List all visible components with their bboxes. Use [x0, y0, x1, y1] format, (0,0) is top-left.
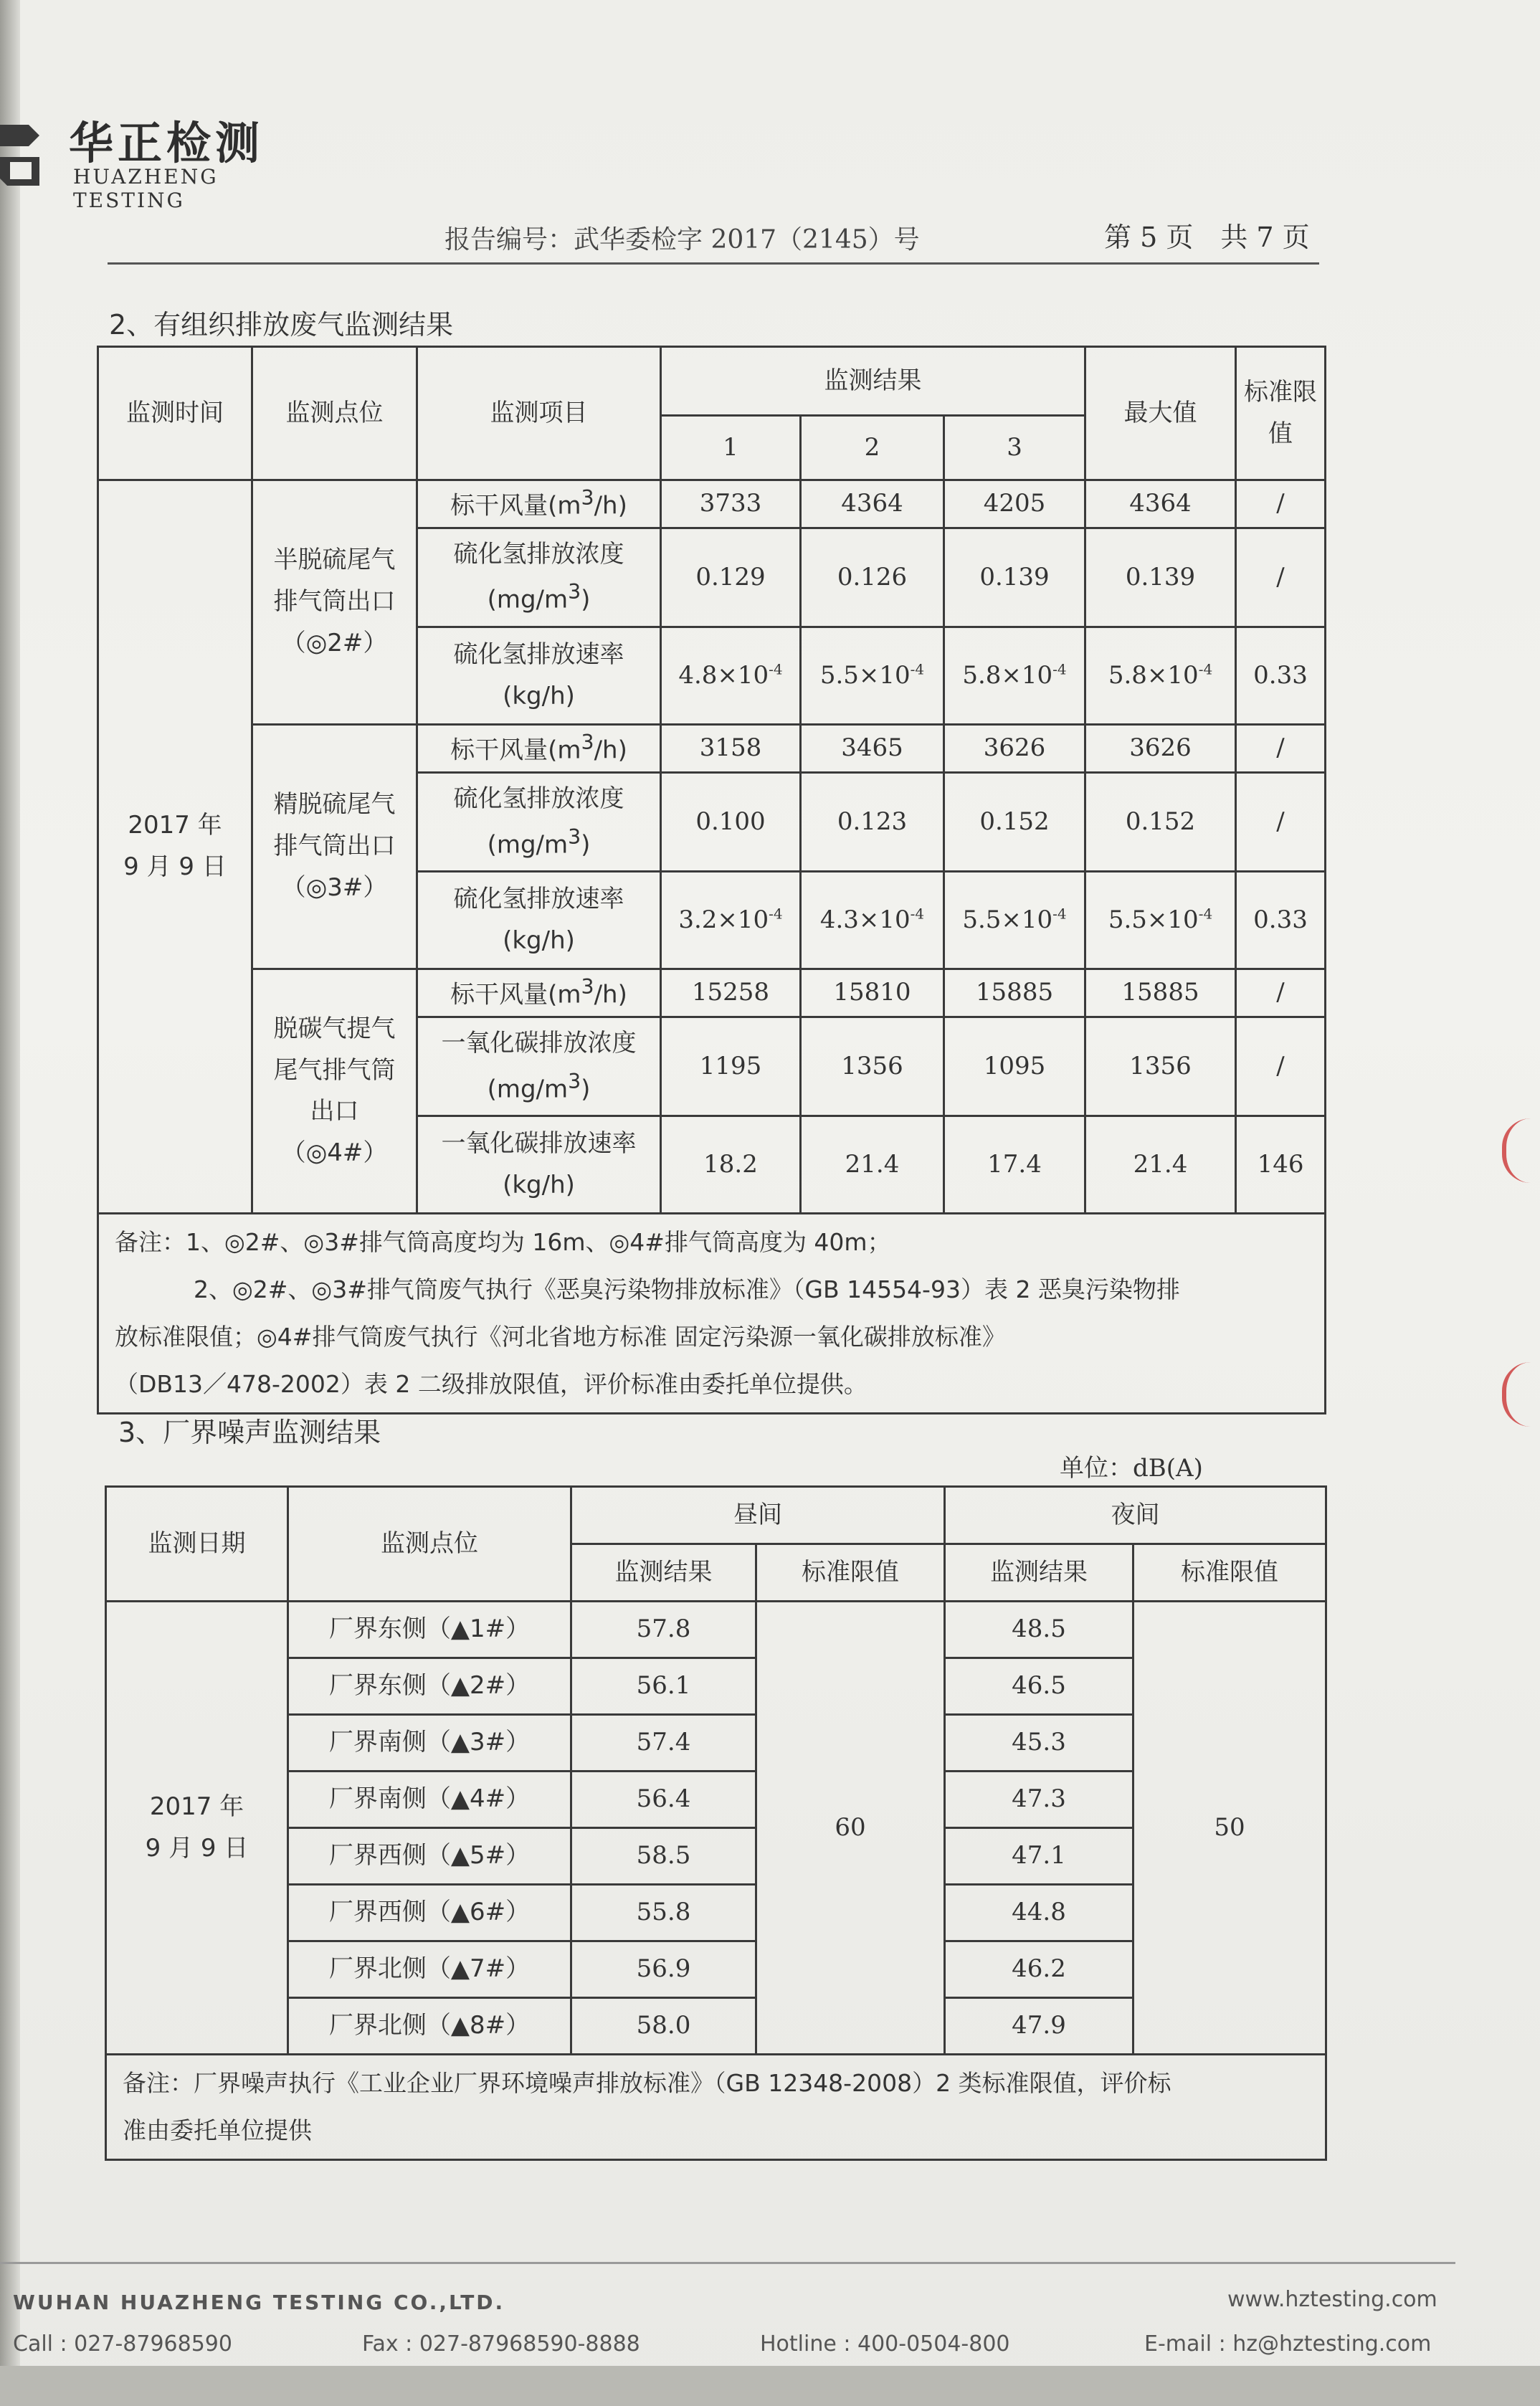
night-value: 46.2: [945, 1941, 1133, 1998]
day-value: 56.1: [571, 1658, 756, 1715]
table-row: [106, 1602, 1326, 1658]
night-value: 47.1: [945, 1828, 1133, 1885]
night-value: 44.8: [945, 1885, 1133, 1941]
col-header-limit: 标准限值: [1236, 347, 1326, 480]
col-header-point: 监测点位: [288, 1487, 571, 1602]
night-value: 48.5: [945, 1602, 1133, 1658]
footer-divider: [0, 2262, 1455, 2264]
value-run-2: $4.3\times 10^{-4}$: [801, 872, 944, 969]
col-header-run-2: 2: [801, 416, 944, 480]
table-row: [98, 969, 1326, 1017]
value-run-2: 0.123: [801, 773, 944, 872]
day-value: 57.4: [571, 1715, 756, 1772]
value-run-3: 0.139: [944, 528, 1085, 627]
item-airflow: 标干风量$(m^3/h)$: [417, 969, 661, 1017]
item-concentration: 硫化氢排放浓度 $(mg/m^3)$: [417, 773, 661, 872]
footer-email: E-mail : hz@hztesting.com: [1144, 2331, 1432, 2357]
value-run-2: 0.126: [801, 528, 944, 627]
day-limit-value: 60: [756, 1602, 945, 2055]
col-header-date: 监测日期: [106, 1487, 288, 1602]
col-header-day-result: 监测结果: [571, 1544, 756, 1602]
value-run-3: 0.152: [944, 773, 1085, 872]
value-limit: 0.33: [1236, 872, 1326, 969]
item-airflow: 标干风量$(m^3/h)$: [417, 725, 661, 773]
value-limit: /: [1236, 969, 1326, 1017]
value-limit: /: [1236, 773, 1326, 872]
value-max: $5.5\times 10^{-4}$: [1085, 872, 1236, 969]
item-airflow: 标干风量$(m^3/h)$: [417, 480, 661, 528]
logo-english-name: HUAZHENG TESTING: [73, 165, 219, 212]
page-edge: [0, 0, 20, 2406]
value-run-3: 1095: [944, 1017, 1085, 1116]
item-concentration: 一氧化碳排放浓度 $(mg/m^3)$: [417, 1017, 661, 1116]
monitoring-point: 精脱硫尾气 排气筒出口 （◎3#）: [252, 725, 417, 969]
col-header-point: 监测点位: [252, 347, 417, 480]
value-run-3: 3626: [944, 725, 1085, 773]
unit-label: 单位：dB(A): [1060, 1454, 1203, 1483]
red-stamp-mark-top: [1502, 1118, 1540, 1183]
monitoring-point: 脱碳气提气 尾气排气筒 出口 （◎4#）: [252, 969, 417, 1214]
value-limit: /: [1236, 1017, 1326, 1116]
footer-company-name: WUHAN HUAZHENG TESTING CO.,LTD.: [13, 2291, 505, 2314]
day-value: 55.8: [571, 1885, 756, 1941]
logo-chinese-name: 华正检测: [69, 117, 265, 169]
section-2-title: 2、有组织排放废气监测结果: [109, 309, 454, 341]
red-stamp-mark-bottom: [1502, 1362, 1540, 1427]
value-run-3: 17.4: [944, 1116, 1085, 1214]
night-value: 47.3: [945, 1772, 1133, 1828]
value-run-2: $5.5\times 10^{-4}$: [801, 627, 944, 725]
night-value: 47.9: [945, 1998, 1133, 2055]
noise-point: 厂界西侧（▲5#）: [288, 1828, 571, 1885]
noise-point: 厂界东侧（▲2#）: [288, 1658, 571, 1715]
day-value: 56.4: [571, 1772, 756, 1828]
table-row: [98, 725, 1326, 773]
value-run-3: 4205: [944, 480, 1085, 528]
footer-fax: Fax : 027-87968590-8888: [362, 2331, 640, 2357]
item-concentration: 硫化氢排放浓度 $(mg/m^3)$: [417, 528, 661, 627]
day-value: 57.8: [571, 1602, 756, 1658]
noise-point: 厂界西侧（▲6#）: [288, 1885, 571, 1941]
value-run-1: 1195: [661, 1017, 801, 1116]
value-max: 15885: [1085, 969, 1236, 1017]
value-limit: /: [1236, 480, 1326, 528]
col-header-run-3: 3: [944, 416, 1085, 480]
value-run-2: 1356: [801, 1017, 944, 1116]
value-run-1: 0.129: [661, 528, 801, 627]
noise-point: 厂界北侧（▲8#）: [288, 1998, 571, 2055]
value-max: 0.152: [1085, 773, 1236, 872]
header-divider: [108, 262, 1319, 265]
huazheng-logo-icon: [0, 118, 50, 189]
value-run-2: 21.4: [801, 1116, 944, 1214]
page-number: 第 5 页 共 7 页: [1104, 222, 1310, 253]
value-run-3: 15885: [944, 969, 1085, 1017]
value-max: 1356: [1085, 1017, 1236, 1116]
value-run-1: $4.8\times 10^{-4}$: [661, 627, 801, 725]
value-run-2: 15810: [801, 969, 944, 1017]
value-max: $5.8\times 10^{-4}$: [1085, 627, 1236, 725]
value-max: 4364: [1085, 480, 1236, 528]
day-value: 56.9: [571, 1941, 756, 1998]
day-value: 58.0: [571, 1998, 756, 2055]
value-run-2: 3465: [801, 725, 944, 773]
footer-hotline: Hotline : 400-0504-800: [760, 2331, 1010, 2357]
night-value: 46.5: [945, 1658, 1133, 1715]
footer-website: www.hztesting.com: [1227, 2287, 1437, 2312]
value-run-1: $3.2\times 10^{-4}$: [661, 872, 801, 969]
value-run-1: 3733: [661, 480, 801, 528]
col-header-day-limit: 标准限值: [756, 1544, 945, 1602]
col-header-night: 夜间: [945, 1487, 1326, 1544]
night-value: 45.3: [945, 1715, 1133, 1772]
footer-call: Call : 027-87968590: [13, 2331, 232, 2357]
value-max: 3626: [1085, 725, 1236, 773]
col-header-day: 昼间: [571, 1487, 945, 1544]
col-header-time: 监测时间: [98, 347, 252, 480]
noise-point: 厂界南侧（▲4#）: [288, 1772, 571, 1828]
value-limit: 146: [1236, 1116, 1326, 1214]
emission-remarks: 备注：1、◎2#、◎3#排气筒高度均为 16m、◎4#排气筒高度为 40m； 2、◎2#、◎3#排气筒废气执行《恶臭污染物排放标准》（GB 14554-93）表 2 恶臭污染物排 放标准限值；◎4#排气筒废气执行《河北省地方标准 固定污染源一氧化碳排放标准》 （DB13／478-2002）表 2 二级排放限值，评价标准由委托单位提供。: [98, 1214, 1326, 1414]
col-header-max: 最大值: [1085, 347, 1236, 480]
col-header-night-limit: 标准限值: [1133, 1544, 1326, 1602]
value-run-1: 18.2: [661, 1116, 801, 1214]
col-header-run-1: 1: [661, 416, 801, 480]
noise-date: 2017 年 9 月 9 日: [106, 1602, 288, 2055]
noise-point: 厂界南侧（▲3#）: [288, 1715, 571, 1772]
noise-point: 厂界东侧（▲1#）: [288, 1602, 571, 1658]
day-value: 58.5: [571, 1828, 756, 1885]
value-limit: 0.33: [1236, 627, 1326, 725]
table-row: [98, 480, 1326, 528]
value-run-1: 15258: [661, 969, 801, 1017]
value-run-2: 4364: [801, 480, 944, 528]
value-run-1: 3158: [661, 725, 801, 773]
col-header-item: 监测项目: [417, 347, 661, 480]
report-number: 报告编号：武华委检字 2017（2145）号: [445, 225, 920, 255]
item-rate: 硫化氢排放速率 (kg/h): [417, 872, 661, 969]
value-max: 0.139: [1085, 528, 1236, 627]
value-run-3: $5.5\times 10^{-4}$: [944, 872, 1085, 969]
company-logo: [0, 102, 308, 212]
value-limit: /: [1236, 528, 1326, 627]
item-rate: 一氧化碳排放速率 (kg/h): [417, 1116, 661, 1214]
value-max: 21.4: [1085, 1116, 1236, 1214]
col-header-results: 监测结果: [661, 347, 1085, 416]
emission-results-table: [97, 346, 1326, 1414]
value-limit: /: [1236, 725, 1326, 773]
night-limit-value: 50: [1133, 1602, 1326, 2055]
value-run-1: 0.100: [661, 773, 801, 872]
page-bottom-edge: [0, 2366, 1540, 2406]
noise-point: 厂界北侧（▲7#）: [288, 1941, 571, 1998]
item-rate: 硫化氢排放速率 (kg/h): [417, 627, 661, 725]
monitoring-point: 半脱硫尾气 排气筒出口 （◎2#）: [252, 480, 417, 725]
noise-results-table: [105, 1485, 1327, 2161]
monitoring-date: 2017 年 9 月 9 日: [98, 480, 252, 1214]
value-run-3: $5.8\times 10^{-4}$: [944, 627, 1085, 725]
noise-remarks: 备注：厂界噪声执行《工业企业厂界环境噪声排放标准》（GB 12348-2008）2 类标准限值，评价标 准由委托单位提供: [106, 2055, 1326, 2160]
section-3-title: 3、厂界噪声监测结果: [118, 1417, 381, 1448]
col-header-night-result: 监测结果: [945, 1544, 1133, 1602]
